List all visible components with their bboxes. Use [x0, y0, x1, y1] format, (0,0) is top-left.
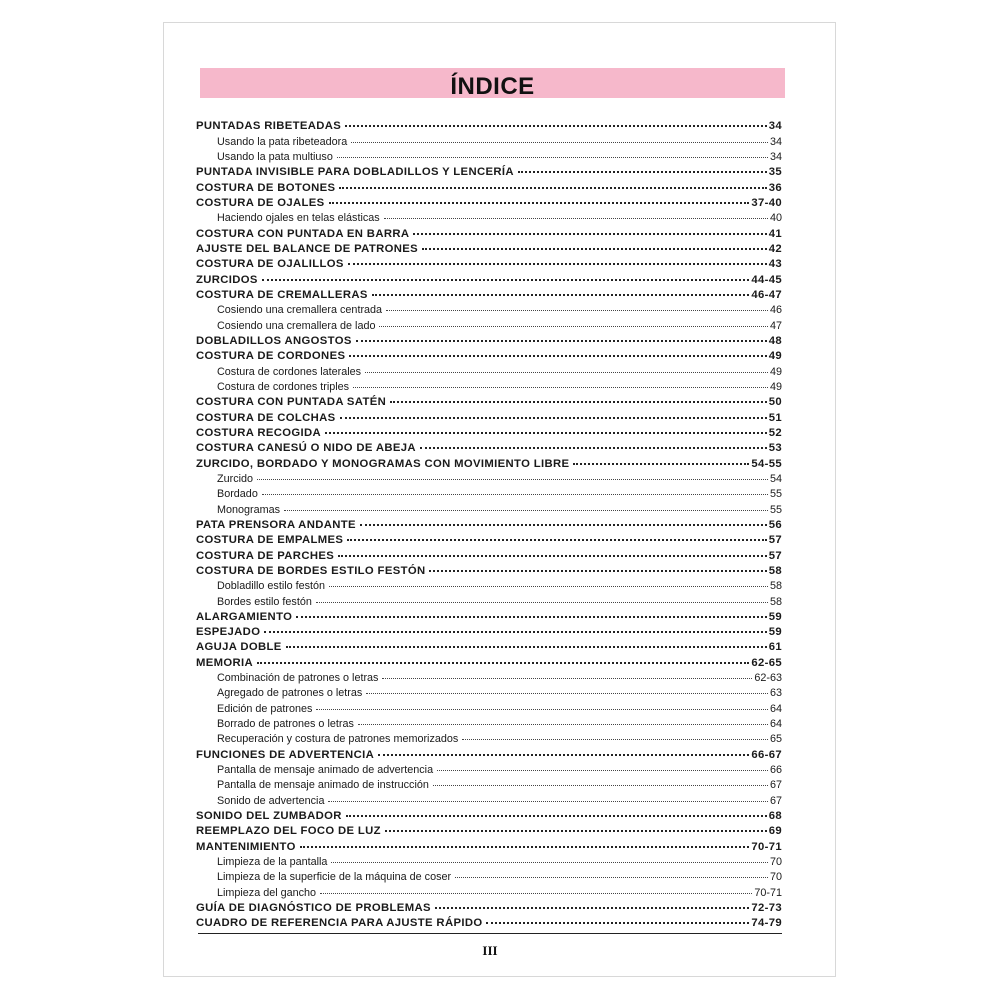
toc-entry-page: 49: [769, 365, 782, 378]
toc-entry-page: 59: [768, 610, 782, 623]
toc-dot-leader: [345, 114, 767, 129]
toc-dot-leader: [320, 880, 752, 895]
toc-dot-leader: [300, 834, 750, 849]
toc-dot-leader: [353, 375, 768, 390]
toc-dot-leader: [386, 298, 768, 313]
toc-entry-page: 64: [769, 718, 782, 731]
toc-entry-page: 46-47: [751, 288, 782, 301]
toc-entry-title: Recuperación y costura de patrones memorizados: [217, 733, 459, 746]
toc-entry-page: 42: [768, 242, 782, 255]
toc-entry-page: 58: [769, 580, 782, 593]
toc-dot-leader: [257, 467, 768, 482]
toc-dot-leader: [337, 145, 768, 160]
toc-dot-leader: [435, 896, 749, 911]
toc-dot-leader: [390, 390, 767, 405]
toc-entry-page: 70-71: [754, 886, 782, 899]
toc-subsection-entry: [196, 497, 782, 516]
toc-dot-leader: [325, 421, 767, 436]
toc-dot-leader: [351, 129, 768, 144]
toc-entry-page: 67: [769, 779, 782, 792]
toc-dot-leader: [286, 635, 767, 650]
toc-dot-leader: [329, 574, 768, 589]
toc-entry-page: 44-45: [751, 273, 782, 286]
toc-entry-title: COSTURA DE BORDES ESTILO FESTÓN: [196, 564, 426, 577]
toc-entry-page: 74-79: [751, 917, 782, 930]
toc-entry-title: DOBLADILLOS ANGOSTOS: [196, 334, 352, 347]
toc-entry-page: 62-65: [751, 656, 782, 669]
toc-entry-title: Monogramas: [217, 503, 281, 516]
toc-entry-page: 70-71: [751, 840, 782, 853]
toc-dot-leader: [372, 283, 750, 298]
toc-entry-title: PUNTADAS RIBETEADAS: [196, 120, 342, 133]
toc-dot-leader: [382, 666, 752, 681]
toc-entry-title: Sonido de advertencia: [217, 794, 325, 807]
toc-entry-page: 65: [769, 733, 782, 746]
toc-entry-page: 59: [768, 626, 782, 639]
toc-entry-title: COSTURA CON PUNTADA EN BARRA: [196, 227, 410, 240]
toc-entry-page: 34: [769, 150, 782, 163]
toc-dot-leader: [384, 206, 768, 221]
toc-entry-page: 54-55: [751, 457, 782, 470]
toc-entry-title: Zurcido: [217, 472, 254, 485]
toc-dot-leader: [316, 696, 768, 711]
toc-entry-title: COSTURA DE OJALES: [196, 196, 325, 209]
toc-entry-title: ZURCIDOS: [196, 273, 258, 286]
toc-dot-leader: [331, 850, 768, 865]
table-of-contents: [196, 114, 782, 930]
toc-dot-leader: [365, 359, 768, 374]
toc-entry-page: 43: [768, 258, 782, 271]
toc-entry-title: Usando la pata ribeteadora: [217, 135, 348, 148]
toc-entry-page: 47: [769, 319, 782, 332]
toc-section-entry: [196, 620, 782, 639]
toc-entry-title: Cosiendo una cremallera centrada: [217, 304, 383, 317]
toc-entry-page: 41: [768, 227, 782, 240]
toc-entry-title: COSTURA DE CORDONES: [196, 350, 346, 363]
toc-entry-title: ZURCIDO, BORDADO Y MONOGRAMAS CON MOVIMIENTO LIBRE: [196, 457, 570, 470]
toc-entry-title: Combinación de patrones o letras: [217, 672, 379, 685]
toc-subsection-entry: [196, 482, 782, 501]
toc-entry-page: 56: [768, 518, 782, 531]
toc-entry-page: 70: [769, 871, 782, 884]
toc-dot-leader: [573, 451, 749, 466]
toc-entry-page: 63: [769, 687, 782, 700]
toc-dot-leader: [433, 773, 768, 788]
toc-section-entry: [196, 650, 782, 669]
toc-dot-leader: [437, 758, 768, 773]
toc-entry-title: COSTURA CON PUNTADA SATÉN: [196, 396, 387, 409]
toc-entry-page: 57: [768, 549, 782, 562]
toc-dot-leader: [422, 237, 767, 252]
toc-entry-page: 69: [768, 825, 782, 838]
toc-dot-leader: [385, 819, 767, 834]
toc-dot-leader: [257, 650, 749, 665]
toc-entry-title: ALARGAMIENTO: [196, 610, 293, 623]
toc-entry-page: 72-73: [751, 902, 782, 915]
toc-entry-title: Bordado: [217, 488, 258, 501]
toc-dot-leader: [338, 543, 767, 558]
toc-dot-leader: [518, 160, 767, 175]
toc-dot-leader: [360, 513, 767, 528]
toc-dot-leader: [347, 528, 766, 543]
toc-dot-leader: [329, 191, 750, 206]
toc-entry-title: Limpieza del gancho: [217, 886, 317, 899]
toc-entry-page: 62-63: [754, 672, 782, 685]
toc-dot-leader: [462, 727, 768, 742]
toc-entry-title: Limpieza de la pantalla: [217, 856, 328, 869]
toc-entry-page: 48: [768, 334, 782, 347]
toc-entry-title: COSTURA CANESÚ O NIDO DE ABEJA: [196, 442, 416, 455]
toc-entry-title: Edición de patrones: [217, 702, 313, 715]
toc-entry-title: Pantalla de mensaje animado de instrucción: [217, 779, 429, 792]
toc-entry-page: 36: [768, 181, 782, 194]
toc-dot-leader: [378, 742, 749, 757]
toc-entry-title: COSTURA DE COLCHAS: [196, 411, 336, 424]
toc-dot-leader: [284, 497, 768, 512]
toc-entry-title: GUÍA DE DIAGNÓSTICO DE PROBLEMAS: [196, 902, 431, 915]
toc-entry-title: Pantalla de mensaje animado de advertencia: [217, 764, 434, 777]
toc-entry-page: 68: [768, 810, 782, 823]
toc-entry-page: 55: [769, 503, 782, 516]
toc-dot-leader: [340, 405, 767, 420]
toc-entry-title: SONIDO DEL ZUMBADOR: [196, 810, 342, 823]
toc-entry-page: 51: [768, 411, 782, 424]
toc-dot-leader: [316, 589, 768, 604]
toc-dot-leader: [356, 329, 767, 344]
toc-entry-title: MEMORIA: [196, 656, 254, 669]
toc-entry-page: 46: [769, 304, 782, 317]
toc-dot-leader: [262, 267, 750, 282]
toc-entry-page: 66-67: [751, 748, 782, 761]
toc-section-entry: [196, 635, 782, 654]
toc-entry-title: Dobladillo estilo festón: [217, 580, 326, 593]
toc-entry-page: 53: [768, 442, 782, 455]
toc-dot-leader: [429, 559, 766, 574]
toc-dot-leader: [358, 712, 768, 727]
toc-entry-title: Costura de cordones triples: [217, 380, 350, 393]
toc-entry-page: 50: [768, 396, 782, 409]
toc-entry-title: Costura de cordones laterales: [217, 365, 362, 378]
toc-entry-page: 49: [769, 380, 782, 393]
toc-dot-leader: [379, 313, 768, 328]
toc-subsection-entry: [196, 666, 782, 685]
page-title: ÍNDICE: [450, 73, 535, 100]
toc-entry-page: 67: [769, 794, 782, 807]
toc-dot-leader: [346, 804, 767, 819]
toc-entry-page: 70: [769, 856, 782, 869]
toc-entry-page: 49: [768, 350, 782, 363]
toc-entry-page: 55: [769, 488, 782, 501]
toc-entry-title: COSTURA DE PARCHES: [196, 549, 335, 562]
toc-entry-title: Borrado de patrones o letras: [217, 718, 354, 731]
toc-entry-title: Cosiendo una cremallera de lado: [217, 319, 376, 332]
toc-section-entry: [196, 114, 782, 133]
toc-entry-title: Agregado de patrones o letras: [217, 687, 363, 700]
toc-entry-title: AGUJA DOBLE: [196, 641, 282, 654]
toc-entry-title: CUADRO DE REFERENCIA PARA AJUSTE RÁPIDO: [196, 917, 483, 930]
toc-entry-title: Bordes estilo festón: [217, 595, 312, 608]
toc-entry-title: COSTURA DE OJALILLOS: [196, 258, 344, 271]
toc-entry-title: COSTURA DE EMPALMES: [196, 534, 344, 547]
toc-entry-page: 54: [769, 472, 782, 485]
toc-entry-page: 64: [769, 702, 782, 715]
toc-entry-page: 40: [769, 212, 782, 225]
toc-entry-page: 37-40: [751, 196, 782, 209]
toc-dot-leader: [339, 175, 766, 190]
toc-section-entry: [196, 267, 782, 286]
toc-entry-title: COSTURA DE CREMALLERAS: [196, 288, 368, 301]
toc-entry-title: Limpieza de la superficie de la máquina de coser: [217, 871, 452, 884]
toc-dot-leader: [366, 681, 768, 696]
toc-dot-leader: [348, 252, 767, 267]
toc-dot-leader: [296, 605, 766, 620]
toc-entry-title: COSTURA RECOGIDA: [196, 426, 322, 439]
toc-entry-page: 66: [769, 764, 782, 777]
toc-entry-title: COSTURA DE BOTONES: [196, 181, 336, 194]
footer-divider: [198, 933, 782, 934]
toc-entry-page: 52: [768, 426, 782, 439]
toc-entry-title: FUNCIONES DE ADVERTENCIA: [196, 748, 375, 761]
toc-entry-title: Usando la pata multiuso: [217, 150, 333, 163]
toc-dot-leader: [486, 911, 749, 926]
toc-dot-leader: [420, 436, 767, 451]
title-banner: [200, 68, 785, 98]
toc-entry-page: 35: [768, 166, 782, 179]
toc-entry-title: REEMPLAZO DEL FOCO DE LUZ: [196, 825, 381, 838]
toc-entry-page: 58: [768, 564, 782, 577]
toc-subsection-entry: [196, 467, 782, 485]
toc-dot-leader: [413, 221, 766, 236]
toc-entry-page: 34: [769, 135, 782, 148]
page-number: III: [482, 943, 498, 958]
toc-entry-page: 57: [768, 534, 782, 547]
toc-entry-page: 58: [769, 595, 782, 608]
toc-dot-leader: [328, 788, 768, 803]
toc-entry-title: PUNTADA INVISIBLE PARA DOBLADILLOS Y LENCERÍA: [196, 166, 514, 179]
toc-entry-page: 61: [768, 641, 782, 654]
toc-entry-title: Haciendo ojales en telas elásticas: [217, 212, 380, 225]
toc-dot-leader: [349, 344, 766, 359]
toc-entry-title: MANTENIMIENTO: [196, 840, 296, 853]
toc-entry-title: ESPEJADO: [196, 626, 261, 639]
toc-dot-leader: [264, 620, 766, 635]
toc-entry-title: PATA PRENSORA ANDANTE: [196, 518, 356, 531]
toc-dot-leader: [455, 865, 768, 880]
toc-dot-leader: [262, 482, 768, 497]
toc-section-entry: [196, 283, 782, 301]
toc-entry-page: 34: [768, 120, 782, 133]
toc-entry-title: AJUSTE DEL BALANCE DE PATRONES: [196, 242, 419, 255]
